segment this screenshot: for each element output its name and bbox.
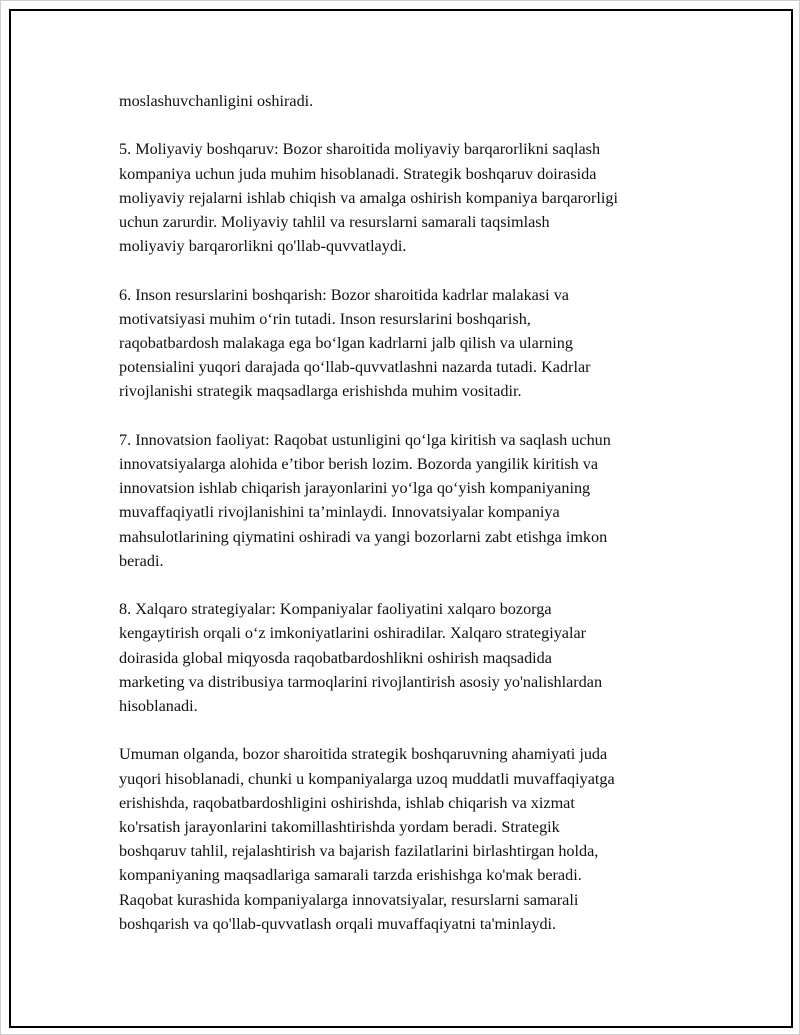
paragraph-innovation: 7. Innovatsion faoliyat: Raqobat ustunligini qo‘lga kiritish va saqlash uchun innovatsiyalarga alohida e’tibor berish lozim. Bozorda yangilik kiritish va innovatsion ishlab chiqarish jarayonlarini yo‘lga qo‘yish kompaniyaning muvaffaqiyatli rivojlanishini ta’minlaydi. Innovatsiyalar kompaniya mahsulotlarining qiymatini oshiradi va yangi bozorlarni zabt etishga imkon beradi. [119,430,611,570]
paragraph-financial-management: 5. Moliyaviy boshqaruv: Bozor sharoitida moliyaviy barqarorlikni saqlash kompaniya uchun juda muhim hisoblanadi. Strategik boshqaruv doirasida moliyaviy rejalarni ishlab chiqish va amalga oshirish kompaniya barqarorligi uchun zarurdir. Moliyaviy tahlil va resurslarni samarali taqsimlash moliyaviy barqarorlikni qo'llab-quvvatlaydi. [119,140,618,256]
paragraph-international-strategies: 8. Xalqaro strategiyalar: Kompaniyalar faoliyatini xalqaro bozorga kengaytirish orqali o‘z imkoniyatlarini oshiradilar. Xalqaro strategiyalar doirasida global miqyosda raqobatbardoshlikni oshirish maqsadida marketing va distribusiya tarmoqlarini rivojlantirish asosiy yo'nalishlardan hisoblanadi. [119,600,603,716]
paragraph-conclusion: Umuman olganda, bozor sharoitida strategik boshqaruvning ahamiyati juda yuqori hisoblanadi, chunki u kompaniyalarga uzoq muddatli muvaffaqiyatga erishishda, raqobatbardoshligini oshirishda, ishlab chiqarish va xizmat ko'rsatish jarayonlarini takomillashtirishda yordam beradi. Strategik boshqaruv tahlil, rejalashtirish va bajarish fazilatlarini birlashtirgan holda, kompaniyaning maqsadlariga samarali tarzda erishishga ko'mak beradi. Raqobat kurashida kompaniyalarga innovatsiyalar, resurslarni samarali boshqarish va qo'llab-quvvatlash orqali muvaffaqiyatni ta'minlaydi. [119,745,615,933]
document-body [119,89,699,936]
paragraph-continuation: moslashuvchanligini oshiradi. [119,92,314,110]
paragraph-human-resources: 6. Inson resurslarini boshqarish: Bozor sharoitida kadrlar malakasi va motivatsiyasi muhim o‘rin tutadi. Inson resurslarini boshqarish, raqobatbardosh malakaga ega bo‘lgan kadrlarni jalb qilish va ularning potensialini yuqori darajada qo‘llab-quvvatlashni nazarda tutadi. Kadrlar rivojlanishi strategik maqsadlarga erishishda muhim vositadir. [119,285,591,401]
